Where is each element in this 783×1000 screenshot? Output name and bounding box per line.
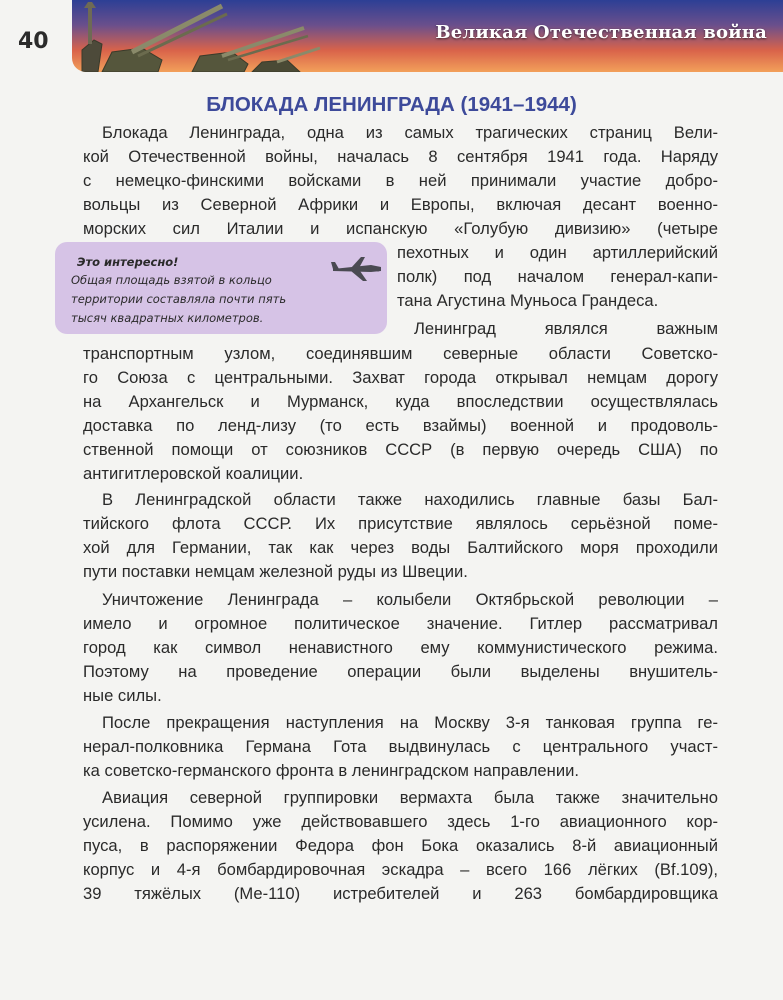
anti-aircraft-guns-icon [72,0,322,72]
text-line: го Союза с центральными. Захват города открывал немцам дорогу [83,368,718,387]
callout-text-line: Общая площадь взятой в кольцо [71,273,272,287]
text-line: полк) под началом генерал-капи- [397,267,718,286]
text-line: В Ленинградской области также находились главные базы Бал- [102,490,718,509]
text-line: усилена. Помимо уже действовавшего здесь 1-го авиационного кор- [83,812,718,831]
text-line: 39 тяжёлых (Ме-110) истребителей и 263 бомбардировщика [83,884,718,903]
text-line: После прекращения наступления на Москву 3-я танковая группа ге- [102,713,718,732]
text-line: Авиация северной группировки вермахта была также значительно [102,788,718,807]
text-line: вольцы из Северной Африки и Европы, включая десант военно- [83,195,718,214]
callout-title: Это интересно! [77,255,179,269]
text-line: ные силы. [83,686,162,705]
text-line: пуса, в распоряжении Федора фон Бока оказались 8-й авиационный [83,836,718,855]
text-line: пехотных и один артиллерийский [397,243,718,262]
text-line: с немецко-финскими войсками в ней принимали участие добро- [83,171,718,190]
text-line: хой для Германии, так как через воды Балтийского моря проходили [83,538,718,557]
article-title: БЛОКАДА ЛЕНИНГРАДА (1941–1944) [206,93,577,116]
section-title: Великая Отечественная война [435,22,767,43]
text-line: нерал-полковника Германа Гота выдвинулась с центрального участ- [83,737,718,756]
text-line: Уничтожение Ленинграда – колыбели Октябрьской революции – [102,590,718,609]
text-line: пути поставки немцам железной руды из Швеции. [83,562,468,581]
text-line: тана Агустина Муньоса Грандеса. [397,291,659,310]
airplane-icon [331,256,383,284]
fact-callout [55,242,387,334]
callout-text-line: тысяч квадратных километров. [71,311,264,325]
text-line: ственной помощи от союзников СССР (в первую очередь США) по [83,440,718,459]
text-line: на Архангельск и Мурманск, куда впоследствии осуществлялась [83,392,718,411]
text-line: Поэтому на проведение операции были выделены внушитель- [83,662,718,681]
callout-text-line: территории составляла почти пять [71,292,287,306]
text-line: кой Отечественной войны, началась 8 сентября 1941 года. Наряду [83,147,718,166]
text-line: Блокада Ленинграда, одна из самых трагических страниц Вели- [102,123,718,142]
text-line: имело и огромное политическое значение. Гитлер рассматривал [83,614,718,633]
header-banner [72,0,783,72]
text-line: Ленинград являлся важным [414,319,718,338]
text-line: транспортным узлом, соединявшим северные области Советско- [83,344,718,363]
text-line: корпус и 4-я бомбардировочная эскадра – всего 166 лёгких (Bf.109), [83,860,718,879]
page-number: 40 [18,29,49,54]
text-line: тийского флота СССР. Их присутствие являлось серьёзной поме- [83,514,718,533]
text-line: город как символ ненавистного ему коммунистического режима. [83,638,718,657]
text-line: доставка по ленд-лизу (то есть взаймы) военной и продоволь- [83,416,718,435]
text-line: антигитлеровской коалиции. [83,464,304,483]
text-line: морских сил Италии и испанскую «Голубую дивизию» (четыре [83,219,718,238]
text-line: ка советско-германского фронта в ленинградском направлении. [83,761,579,780]
